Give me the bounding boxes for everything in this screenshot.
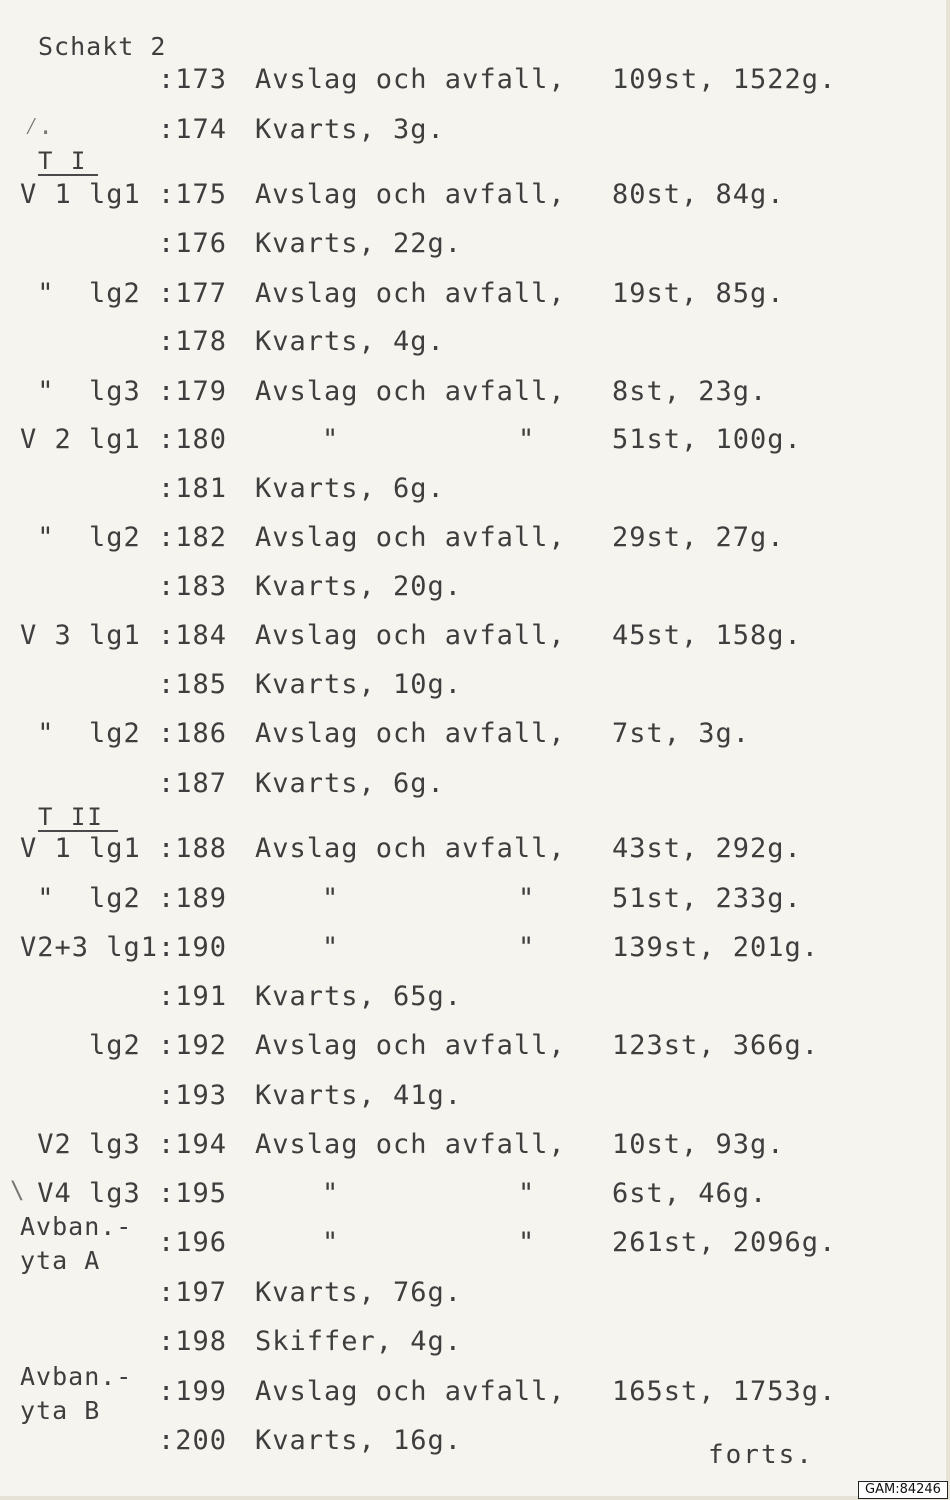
item-quantity: 51st, 233g. — [612, 883, 802, 914]
ditto-mark: " — [322, 424, 340, 455]
ditto-mark: " — [322, 883, 340, 914]
item-description: Kvarts, 65g. — [255, 981, 463, 1012]
trench-label: T I — [38, 148, 98, 176]
item-description: Avslag och avfall, — [255, 718, 566, 749]
layer-label: V 1 lg1 — [20, 833, 141, 864]
layer-label: V 2 lg1 — [20, 424, 141, 455]
item-description: Avslag och avfall, — [255, 64, 566, 95]
item-number: :184 — [158, 620, 228, 651]
item-description: Avslag och avfall, — [255, 376, 566, 407]
item-description: Kvarts, 41g. — [255, 1080, 463, 1111]
list-item — [0, 372, 940, 412]
layer-label: " lg3 — [20, 376, 141, 407]
item-quantity: 19st, 85g. — [612, 278, 785, 309]
pencil-tick-mark: \ — [10, 1176, 25, 1204]
item-description: Kvarts, 6g. — [255, 768, 445, 799]
item-description: Avslag och avfall, — [255, 1376, 566, 1407]
list-item — [0, 518, 940, 558]
item-quantity: 80st, 84g. — [612, 179, 785, 210]
item-number: :187 — [158, 768, 228, 799]
item-number: :198 — [158, 1326, 228, 1357]
list-item — [0, 764, 940, 804]
layer-label: " lg2 — [20, 522, 141, 553]
ditto-mark: " — [322, 1178, 340, 1209]
item-number: :180 — [158, 424, 228, 455]
item-description: Kvarts, 6g. — [255, 473, 445, 504]
list-item — [0, 420, 940, 460]
item-description: Kvarts, 76g. — [255, 1277, 463, 1308]
item-number: :197 — [158, 1277, 228, 1308]
area-label: Avban.- yta B — [20, 1362, 133, 1425]
ditto-mark: " — [518, 883, 536, 914]
item-number: :199 — [158, 1376, 228, 1407]
trench-label: T II — [38, 804, 118, 832]
item-description: Kvarts, 10g. — [255, 669, 463, 700]
list-item — [0, 714, 940, 754]
item-number: :185 — [158, 669, 228, 700]
item-number: :177 — [158, 278, 228, 309]
item-description: Skiffer, 4g. — [255, 1326, 463, 1357]
item-quantity: 29st, 27g. — [612, 522, 785, 553]
layer-label: V2 lg3 — [20, 1129, 141, 1160]
item-quantity: 261st, 2096g. — [612, 1227, 837, 1258]
item-quantity: 123st, 366g. — [612, 1030, 820, 1061]
list-item — [0, 60, 940, 100]
item-number: :190 — [158, 932, 228, 963]
layer-label: V2+3 lg1 — [20, 932, 159, 963]
item-number: :191 — [158, 981, 228, 1012]
item-number: :186 — [158, 718, 228, 749]
pencil-tick-mark: ⁄. — [24, 112, 53, 140]
item-number: :174 — [158, 114, 228, 145]
item-number: :195 — [158, 1178, 228, 1209]
list-item — [0, 1223, 940, 1263]
list-item — [0, 274, 940, 314]
item-number: :176 — [158, 228, 228, 259]
item-number: :178 — [158, 326, 228, 357]
layer-label: " lg2 — [20, 883, 141, 914]
archive-stamp: GAM:84246 — [858, 1481, 948, 1499]
list-item — [0, 1026, 940, 1066]
item-quantity: 6st, 46g. — [612, 1178, 768, 1209]
item-quantity: 109st, 1522g. — [612, 64, 837, 95]
list-item — [0, 175, 940, 215]
item-number: :183 — [158, 571, 228, 602]
layer-label: V4 lg3 — [20, 1178, 141, 1209]
item-quantity: 51st, 100g. — [612, 424, 802, 455]
list-item — [0, 1372, 940, 1412]
item-quantity: 43st, 292g. — [612, 833, 802, 864]
list-item — [0, 1125, 940, 1165]
layer-label: " lg2 — [20, 718, 141, 749]
item-quantity: 139st, 201g. — [612, 932, 820, 963]
item-number: :179 — [158, 376, 228, 407]
list-item — [0, 1273, 940, 1313]
item-number: :194 — [158, 1129, 228, 1160]
list-item — [0, 110, 940, 150]
list-item — [0, 469, 940, 509]
area-label: Avban.- yta A — [20, 1212, 133, 1275]
item-number: :193 — [158, 1080, 228, 1111]
item-description: Avslag och avfall, — [255, 833, 566, 864]
list-item — [0, 1322, 940, 1362]
card-heading: Schakt 2 — [38, 32, 167, 61]
list-item — [0, 977, 940, 1017]
list-item — [0, 928, 940, 968]
item-quantity: 165st, 1753g. — [612, 1376, 837, 1407]
list-item — [0, 829, 940, 869]
continued-note: forts. — [708, 1440, 814, 1470]
ditto-mark: " — [518, 424, 536, 455]
list-item — [0, 1174, 940, 1214]
ditto-mark: " — [322, 932, 340, 963]
layer-label: lg2 — [20, 1030, 141, 1061]
item-description: Kvarts, 20g. — [255, 571, 463, 602]
item-number: :182 — [158, 522, 228, 553]
list-item — [0, 616, 940, 656]
item-quantity: 10st, 93g. — [612, 1129, 785, 1160]
list-item — [0, 1076, 940, 1116]
list-item — [0, 879, 940, 919]
item-quantity: 45st, 158g. — [612, 620, 802, 651]
ditto-mark: " — [518, 1178, 536, 1209]
item-number: :196 — [158, 1227, 228, 1258]
item-description: Kvarts, 22g. — [255, 228, 463, 259]
layer-label: " lg2 — [20, 278, 141, 309]
item-description: Avslag och avfall, — [255, 278, 566, 309]
item-description: Avslag och avfall, — [255, 1030, 566, 1061]
layer-label: V 1 lg1 — [20, 179, 141, 210]
list-item — [0, 224, 940, 264]
layer-label: V 3 lg1 — [20, 620, 141, 651]
item-number: :192 — [158, 1030, 228, 1061]
item-number: :173 — [158, 64, 228, 95]
item-description: Avslag och avfall, — [255, 522, 566, 553]
ditto-mark: " — [322, 1227, 340, 1258]
item-description: Kvarts, 4g. — [255, 326, 445, 357]
item-quantity: 8st, 23g. — [612, 376, 768, 407]
item-description: Avslag och avfall, — [255, 1129, 566, 1160]
item-number: :189 — [158, 883, 228, 914]
item-quantity: 7st, 3g. — [612, 718, 751, 749]
ditto-mark: " — [518, 932, 536, 963]
item-number: :175 — [158, 179, 228, 210]
item-description: Avslag och avfall, — [255, 620, 566, 651]
list-item — [0, 322, 940, 362]
item-number: :181 — [158, 473, 228, 504]
item-number: :188 — [158, 833, 228, 864]
item-number: :200 — [158, 1425, 228, 1456]
item-description: Kvarts, 3g. — [255, 114, 445, 145]
ditto-mark: " — [518, 1227, 536, 1258]
item-description: Avslag och avfall, — [255, 179, 566, 210]
item-description: Kvarts, 16g. — [255, 1425, 463, 1456]
list-item — [0, 665, 940, 705]
list-item — [0, 567, 940, 607]
